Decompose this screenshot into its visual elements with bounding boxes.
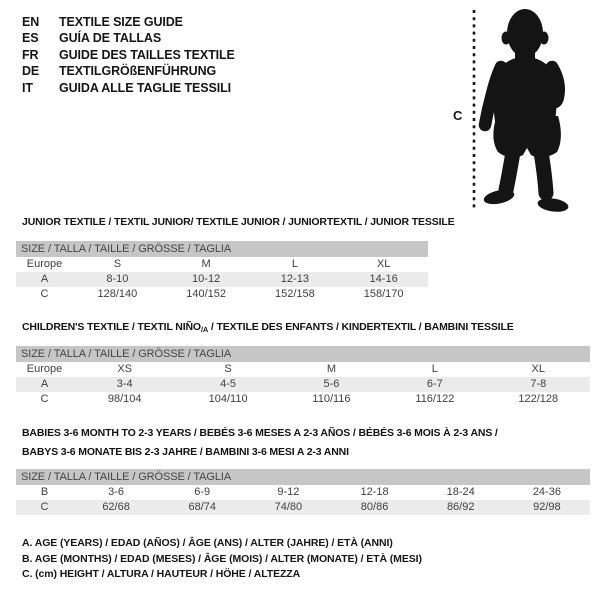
age-cell: 5-6	[280, 377, 383, 392]
junior-table-block	[16, 241, 428, 302]
age-cell: 6-9	[194, 486, 211, 498]
age-cell: 12-13	[251, 272, 340, 287]
language-title: GUIDE DES TAILLES TEXTILE	[59, 47, 235, 62]
legend-note-a: A. AGE (YEARS) / EDAD (AÑOS) / ÂGE (ANS) / ALTER (JAHRE) / ETÀ (ANNI)	[22, 537, 393, 549]
babies-title-line2: BABYS 3-6 MONATE BIS 2-3 JAHRE / BAMBINI 3-6 MESI A 2-3 ANNI	[22, 446, 349, 458]
language-code: IT	[22, 80, 33, 95]
size-cell: L	[431, 363, 438, 375]
junior-size-table	[16, 241, 428, 302]
height-cell: 158/170	[363, 288, 404, 300]
size-cell: L	[291, 258, 298, 270]
size-header-cell: SIZE / TALLA / TAILLE / GRÖSSE / TAGLIA	[16, 469, 590, 485]
size-header-cell: SIZE / TALLA / TAILLE / GRÖSSE / TAGLIA	[16, 346, 590, 362]
height-cell: 74/80	[245, 500, 331, 515]
height-cell: 68/74	[159, 500, 245, 515]
language-code: ES	[22, 31, 39, 46]
babies-title-line1: BABIES 3-6 MONTH TO 2-3 YEARS / BEBÉS 3-6 MESES A 2-3 AÑOS / BÉBÉS 3-6 MOIS À 2-3 ANS /	[22, 427, 498, 439]
table-row	[16, 392, 590, 407]
size-cell: XL	[376, 258, 391, 270]
height-cell: 122/128	[518, 393, 559, 405]
size-cell: S	[224, 363, 232, 375]
legend-note-b: B. AGE (MONTHS) / EDAD (MESES) / ÂGE (MOIS) / ALTER (MONATE) / ETÀ (MESI)	[22, 552, 422, 565]
language-title-block	[22, 14, 235, 96]
language-code: FR	[22, 47, 39, 62]
height-cell: 80/86	[331, 500, 417, 515]
table-row	[16, 287, 428, 302]
language-title: TEXTILGRÖßENFÜHRUNG	[59, 64, 217, 79]
size-cell: M	[326, 363, 337, 375]
size-header-row	[16, 346, 590, 362]
row-label: C	[16, 500, 73, 515]
height-cell: 140/152	[186, 288, 226, 300]
size-header-row	[16, 469, 590, 485]
age-cell: 12-18	[360, 486, 389, 498]
language-title: TEXTILE SIZE GUIDE	[59, 15, 183, 29]
size-header-cell: SIZE / TALLA / TAILLE / GRÖSSE / TAGLIA	[16, 241, 428, 257]
table-row	[16, 362, 590, 377]
children-title-suffix: / TEXTILE DES ENFANTS / KINDERTEXTIL / BAMBINI TESSILE	[208, 321, 514, 333]
height-cell: 98/104	[107, 393, 142, 405]
children-table-title	[22, 321, 514, 334]
table-row	[16, 500, 590, 515]
row-label: A	[16, 272, 73, 287]
age-cell: 4-5	[176, 377, 279, 392]
table-row	[16, 257, 428, 272]
height-cell: 62/68	[73, 500, 159, 515]
legend-notes	[22, 536, 422, 583]
table-row	[16, 272, 428, 287]
row-label: C	[40, 393, 49, 405]
size-header-row	[16, 241, 428, 257]
children-table-block	[16, 346, 590, 407]
height-cell: 152/158	[274, 288, 315, 300]
toddler-silhouette-figure	[448, 4, 590, 216]
age-cell: 24-36	[532, 486, 561, 498]
age-cell: 14-16	[339, 272, 428, 287]
babies-table-block	[16, 469, 590, 515]
table-row	[16, 377, 590, 392]
age-cell: 6-7	[383, 377, 486, 392]
size-cell: XS	[117, 363, 133, 375]
row-label: A	[16, 377, 73, 392]
row-label: Europe	[26, 363, 63, 375]
children-size-table	[16, 346, 590, 407]
toddler-silhouette	[482, 9, 569, 214]
language-title: GUIDA ALLE TAGLIE TESSILI	[59, 80, 232, 95]
legend-note-c: C. (cm) HEIGHT / ALTURA / HAUTEUR / HÖHE / ALTEZZA	[22, 568, 301, 580]
height-cell: 86/92	[418, 500, 504, 515]
language-line-en	[22, 14, 235, 30]
age-cell: 7-8	[487, 377, 590, 392]
height-cell: 104/110	[208, 393, 248, 405]
language-code: EN	[22, 15, 40, 29]
size-cell: M	[201, 258, 211, 270]
language-line-de	[22, 63, 235, 79]
children-title-subscript: /A	[200, 325, 209, 334]
junior-table-title: JUNIOR TEXTILE / TEXTIL JUNIOR/ TEXTILE JUNIOR / JUNIORTEXTIL / JUNIOR TESSILE	[22, 216, 455, 228]
age-cell: 9-12	[277, 486, 300, 498]
age-cell: 8-10	[73, 272, 162, 287]
babies-size-table	[16, 469, 590, 515]
language-line-es	[22, 30, 235, 46]
row-label: Europe	[26, 258, 63, 270]
size-cell: S	[113, 258, 122, 270]
language-line-it	[22, 80, 235, 96]
age-cell: 3-4	[73, 377, 176, 392]
language-code: DE	[22, 64, 40, 79]
height-cell: 110/116	[312, 393, 351, 405]
language-line-fr	[22, 47, 235, 63]
size-cell: XL	[531, 363, 546, 375]
row-label: C	[40, 288, 49, 300]
row-label: B	[40, 486, 49, 498]
height-cell: 116/122	[415, 393, 455, 405]
figure-height-label: C	[453, 108, 463, 123]
babies-table-title	[22, 424, 498, 462]
language-title: GUÍA DE TALLAS	[59, 31, 162, 46]
children-title-prefix: CHILDREN'S TEXTILE / TEXTIL NIÑO	[22, 321, 201, 333]
age-cell: 10-12	[162, 272, 251, 287]
height-cell: 128/140	[97, 288, 138, 300]
height-cell: 92/98	[504, 500, 590, 515]
table-row	[16, 485, 590, 500]
age-cell: 18-24	[446, 486, 475, 498]
age-cell: 3-6	[108, 486, 125, 498]
